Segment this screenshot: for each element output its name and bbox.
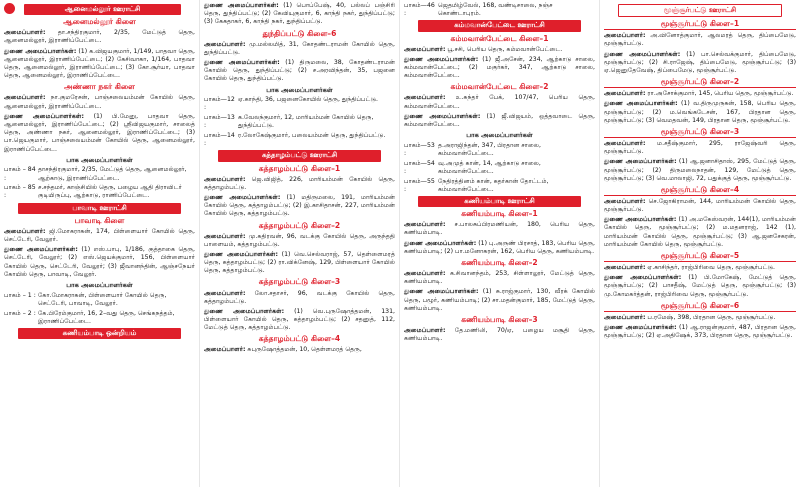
booth-organiser: த.அராஜிந்தன், 347, பிரதான சாலை, கம்மவான்பேட்டை. (438, 141, 541, 158)
booth-organisers-heading: பாக அமைப்பாளர்கள் (466, 131, 533, 140)
role-label: அமைப்பாளர்: (604, 32, 646, 40)
panchayat-heading: கணியம்பாடி ஊராட்சி (418, 196, 581, 207)
member-entry (204, 59, 395, 84)
booth-row (204, 96, 395, 112)
section-block (4, 82, 195, 200)
member-details: உ.சுந்தர் பேக், 107/47, பெரிய தெரு, கம்மவான்பேட்டை. (404, 94, 595, 110)
booth-number: பாகம் – 2 : (4, 309, 36, 317)
role-label: அமைப்பாளர்: (604, 139, 646, 147)
booth-number: பாகம்—13 : (204, 114, 235, 130)
member-entry (4, 228, 195, 244)
section-block (204, 277, 395, 332)
role-label: அமைப்பாளர்: (404, 326, 446, 334)
role-label: அமைப்பாளர்: (204, 346, 246, 354)
branch-heading: துந்திப்பட்டு கிளை–6 (262, 28, 337, 38)
member-entry (404, 94, 595, 110)
booth-number: பாகம்—46 : (404, 2, 435, 18)
space (445, 327, 454, 334)
section-block (204, 150, 395, 218)
role-label: துணை அமைப்பாளர்கள்: (204, 2, 279, 9)
booth-organiser: க.வேலந்குமார், 12, மாரியம்மன் கோயில் தெரு, துந்திப்பட்டு. (238, 114, 374, 130)
member-details: (1) ஜீ.அசேன், 234, ஆற்காடு சாலை, கம்மவான்பேட்டை; (2) மகுர்கர், 347, ஆற்காடு சாலை, கம்மவான்பேட்டை. (404, 55, 596, 80)
member-details: மு.கதிரவன், 96, வடக்கு கோயில் தெரு, அருந்ததி பாளையம், கத்தாழம்பட்டு. (204, 232, 395, 248)
member-entry (404, 46, 595, 54)
space (84, 113, 94, 120)
branch-heading: கணியம்பாடி கிளை–2 (461, 257, 538, 267)
member-details: (1) பொப்பேஷ், 40, பல்லப் பஞ்சிரி தெரு, துந்திப்பட்டு; (2) கேவியுகுமார், 6, காந்தி நகர், துந்திப்பட்டு; (3) கேகதாகர், 6, காந்தி நகர், துந்திப்பட்டு. (204, 2, 396, 26)
booth-row (4, 310, 195, 326)
member-entry (404, 240, 595, 256)
branch-heading: மூஞ்சூர்பட்டு கிளை–5 (604, 251, 796, 262)
booth-row (4, 166, 195, 182)
space (645, 140, 657, 147)
member-details: ப.ரமேஷ், 398, பிரதான தெரு, மூஞ்சூர்பட்டு. (647, 313, 776, 321)
booth-row (404, 178, 595, 194)
member-entry (4, 48, 195, 81)
branch-heading: கத்தாழம்பட்டு கிளை–4 (258, 334, 341, 344)
booth-organiser: கோ.மோகராகன், பிள்ளையார் கோயில் தெரு, செட்டேரி, பாவாடி, வேலூர். (38, 291, 167, 307)
booth-organiser: நேதிரத்தினம் கான், கதர்கான் தோட்டம், கம்மவான்பேட்டை. (438, 177, 549, 193)
member-details: லோ.சதாசர், 96, வடக்கு கோயில் தெரு, கத்தாழம்பட்டு. (204, 289, 395, 305)
role-label: அமைப்பாளர்: (404, 94, 446, 102)
booth-organiser: கே.பிரேம்குமார், 16, 2–வது தெரு, செங்கநத்தம், இராணிப்பேட்டை. (38, 309, 175, 325)
role-label: துணை அமைப்பாளர்கள்: (204, 250, 278, 258)
member-details: சுபுருஷோத்தமன், 10, தெள்ளமரத் தெரு, (247, 346, 362, 354)
branch-heading: கத்தாழம்பட்டு கிளை–2 (258, 220, 341, 230)
section-block (4, 203, 195, 326)
member-entry (204, 2, 395, 27)
role-label: அமைப்பாளர்: (4, 227, 46, 235)
member-details: (1) வெ.புருஷோத்தமன், 131, பிள்ளையார் கோயில் தெரு, கத்தாழம்பட்டு; (2) சதனுத், 112, மேட்டுத் தெரு, கத்தாழம்பட்டு. (204, 307, 396, 332)
role-label: அமைப்பாளர்: (4, 29, 46, 37)
role-label: அமைப்பாளர்: (404, 45, 446, 53)
booth-row (204, 132, 395, 148)
booth-row (4, 292, 195, 308)
member-details: ரா.அசோக்குமார், 145, பெரிய தெரு, மூஞ்சூர்பட்டு. (647, 90, 794, 98)
member-details: (1) மதிருமலை, 191, மாரியம்மன் கோயில் தெரு, கத்தாழம்பட்டு; (2) இ.காசிதாசன், 227, மாரியம்மன் கோயில் தெரு, கத்தாழம்பட்டு. (204, 193, 395, 218)
section-block (604, 301, 796, 341)
booth-number: பாகம்—54 : (404, 159, 435, 175)
branch-heading: மூஞ்சூர்பட்டு கிளை–6 (604, 301, 796, 312)
role-label: அமைப்பாளர்: (204, 175, 246, 183)
booth-row (404, 2, 595, 18)
section-block (404, 196, 595, 256)
member-details: (1) வெ.செல்வராஜ், 57, தெள்ளைமரத் தெரு, கத்தாழம்பட்டு; (2) ரா.விக்னேஷ், 129, பிள்ளையார் கோயில் தெரு, கத்தாழம்பட்டு. (204, 250, 396, 275)
branch-heading: கணியம்பாடி கிளை–1 (461, 209, 538, 219)
booth-organiser: ஏ.காந்தி, 36, பஜனைகோயில் தெரு, துந்திப்பட்டு. (238, 96, 378, 104)
section-block (204, 221, 395, 276)
role-label: அமைப்பாளர்: (604, 264, 646, 272)
branch-heading: பாவாடி கிளை (74, 215, 125, 225)
panchayat-heading: கத்தாழம்பட்டு ஊராட்சி (218, 150, 381, 161)
role-label: துணை அமைப்பாளர்கள்: (404, 55, 479, 63)
section-block (604, 4, 796, 75)
section-block (4, 4, 195, 80)
member-details: (1) பு.அருண் பிரசாத், 183, பெரிய தெரு, கணியம்பாடி; (2) பா.மனோகரன், 162, பெரிய தெரு, கணியம்பாடி. (404, 239, 596, 255)
role-label: அமைப்பாளர்: (204, 40, 246, 48)
member-entry (204, 194, 395, 219)
booth-number: பாகம்—55 : (404, 177, 435, 193)
member-details: செ.ஜோகிராமன், 144, மாரியம்மன் கோயில் தெரு, மூஞ்சூர்பட்டு. (604, 197, 796, 214)
member-entry (604, 140, 796, 156)
role-label: துணை அமைப்பாளர்கள்: (4, 47, 77, 55)
role-label: துணை அமைப்பாளர்கள்: (404, 112, 481, 120)
role-label: அமைப்பாளர்: (204, 289, 246, 297)
member-entry (404, 327, 595, 343)
member-details: (1) ஆ.ஜனாசிதாஸ், 295, மேட்டுத் தெரு, மூஞ்சூர்பட்டு; (2) திருமலைநாதன், 129, மேட்டுத் தெரு, மூஞ்சூர்பட்டு; (3) வெ.மாலாஜி, 72, பதுக்குத் தெரு, மூஞ்சூர்பட்டு. (604, 158, 797, 182)
member-entry (604, 90, 796, 98)
member-entry (604, 314, 796, 322)
member-entry (604, 100, 796, 125)
section-block (4, 328, 195, 339)
booth-organiser: ஜெதமிழ்வேல், 168, வண்டிசாலை, நஞ்ச கொண்டாபுரம். (438, 2, 553, 18)
role-label: துணை அமைப்பாளர்கள்: (604, 50, 681, 58)
booth-row (404, 160, 595, 176)
member-entry (404, 113, 595, 129)
branch-heading: அண்ணா நகர் கிளை (64, 82, 135, 92)
panchayat-heading: ஆனைமல்லூர் ஊராட்சி (24, 4, 181, 15)
member-entry (204, 251, 395, 276)
member-details: (1) பி.மோகேஷ், மேட்டுத் தெரு, மூஞ்சூர்பட்டு; (2) பாசதீஷ், மேட்டுத் தெரு, மூஞ்சூர்பட்டு; (3) மு.கோமகர்த்தன், ராஜ்பிரிவை தெரு, மூஞ்சூர்பட்டு. (604, 274, 797, 298)
member-details: பூ.சசி, பெரிய தெரு, கம்மவான்பேட்டை. (447, 45, 563, 53)
panchayat-heading: மூஞ்சூர்பட்டு ஊராட்சி (618, 4, 782, 17)
role-label: அமைப்பாளர்: (204, 232, 246, 240)
section-block (204, 29, 395, 149)
column-3 (400, 0, 600, 487)
member-entry (604, 198, 796, 214)
column-2 (200, 0, 400, 487)
member-details: ஜி.மோகராகன், 174, பிள்ளையார் கோயில் தெரு, செட்டேரி, வேலூர். (4, 227, 196, 244)
role-label: துணை அமைப்பாளர்கள்: (204, 193, 281, 201)
member-details: (1) எஸ்.பாபு, 1/186, குத்தாகை தெரு, செட்டேரி, வேலூர்; (2) எஸ்.ஜெயக்குமார், 156, பிள்ளையார் கோயில் தெரு, செட்டேரி, வேலூர்; (3) ஜீவானந்தின், ஆஞ்சநேயர் கோயில் தெரு, பாவாடி, வேலூர். (4, 246, 196, 278)
member-entry (604, 51, 796, 76)
section-block (404, 2, 595, 18)
member-details: (1) ஜீ.விஜயம், ஒத்தவாடை தெரு, கம்மவான்பேட்டை. (404, 112, 596, 128)
booth-row (4, 184, 195, 200)
section-block (404, 258, 595, 313)
member-entry (4, 29, 195, 45)
member-entry (204, 346, 395, 354)
booth-organiser: வு.அமுத் கான், 14, ஆற்காடு சாலை, கம்மவான்பேட்டை. (438, 159, 541, 175)
role-label: துணை அமைப்பாளர்கள்: (4, 246, 78, 254)
member-entry (204, 233, 395, 249)
role-label: துணை அமைப்பாளர்கள்: (604, 324, 677, 332)
member-details: (1) அ.மகேஸ்வரன், 144(1), மாரியம்மன் கோயில் தெரு, மூஞ்சூர்பட்டு; (2) ம.மதனராஜ், 142 (1), மாரியம்மன் கோயில் தெரு, மூஞ்சூர்பட்டு; (3) ஆ.ஜனசேகரன், மாரியம்மன் கோயில் தெரு, மூஞ்சூர்பட்டு. (604, 216, 797, 248)
branch-heading: கத்தாழம்பட்டு கிளை–1 (258, 163, 341, 173)
booth-organiser: ர.லோகேஷ்குமார், பலையம்மன் தெரு, துந்திப்பட்டு. (238, 131, 386, 139)
branch-heading: மூஞ்சூர்பட்டு கிளை–4 (604, 185, 796, 196)
space (45, 29, 57, 36)
member-entry (604, 264, 796, 272)
member-details: ஏ.காசிந்தர், ராஜ்பிரிவை தெரு, மூஞ்சூர்பட்டு. (647, 264, 776, 272)
section-block (404, 315, 595, 343)
member-entry (204, 176, 395, 192)
member-details: (1) வ.திருமுருகன், 158, பெரிய தெரு, மூஞ்சூர்பட்டு; (2) ம.வெங்கடேசன், 167, பிரதான தெரு, மூஞ்சூர்பட்டு; (3) வெமதவன், 149, பிரதான தெரு, மூஞ்சூர்பட்டு. (604, 100, 796, 124)
role-label: அமைப்பாளர்: (404, 269, 446, 277)
panchayat-heading: கம்மவான்பேட்டை ஊராட்சி (418, 20, 581, 31)
member-entry (4, 94, 195, 110)
member-entry (404, 221, 595, 237)
member-entry (604, 274, 796, 299)
role-label: துணை அமைப்பாளர்கள்: (204, 307, 285, 315)
booth-organiser: ச.சந்தமர், காஞ்சியில் தெரு, பழைய ஆதி திராவிடர் குடியிருப்பு, ஆற்காடு, ராணிப்பேட்டை. (38, 184, 182, 200)
role-label: துணை அமைப்பாளர்கள்: (4, 112, 84, 120)
member-entry (604, 32, 796, 48)
member-details: (1) ஆ.ராஜன்குமார், 487, பிரதான தெரு, மூஞ்சூர்பட்டு; (2) ஏ.அதிஷேக், 373, பிரதான தெரு, மூஞ்சூர்பட்டு. (604, 324, 797, 340)
booth-row (404, 142, 595, 158)
member-details: மு.மல்லமித், 31, கோதண்டராமன் கோயில் தெரு, துந்திப்பட்டு. (204, 40, 395, 56)
member-entry (604, 158, 796, 183)
role-label: அமைப்பாளர்: (604, 313, 646, 321)
role-label: துணை அமைப்பாளர்கள்: (604, 158, 677, 166)
role-label: துணை அமைப்பாளர்கள்: (404, 239, 477, 247)
section-block (604, 251, 796, 299)
column-1 (0, 0, 200, 487)
role-label: துணை அமைப்பாளர்கள்: (404, 288, 479, 296)
space (445, 221, 454, 228)
member-details: (1) க.விஜயகுமார், 1/149, பாதவா தெரு, ஆனைமல்லூர், இராணிப்பேட்டை; (2) கேசிவாகா, 1/164, பாதவா தெரு, ஆனைமல்லூர், இராணிப்பேட்டை; (3) கோ.சூர்யா, பாதவா தெரு, ஆனைமல்லூர், இராணிப்பேட்டை. (4, 47, 196, 80)
panchayat-heading: கணியம்பாடி ஒன்றியம் (18, 328, 181, 339)
role-label: துணை அமைப்பாளர்கள்: (204, 58, 280, 66)
member-details: க.சிவானந்தம், 253, சிள்ளாலூர், மேட்டுத் தெரு, கணியம்பாடி. (404, 269, 595, 286)
member-entry (204, 41, 395, 57)
member-entry (204, 290, 395, 306)
member-entry (404, 56, 595, 81)
member-details: தா.சந்திரகுமார், 2/35, மேட்டுத் தெரு, ஆனைமல்லூர், இராணிப்பேட்டை. (4, 29, 195, 45)
space (245, 290, 254, 297)
member-entry (204, 308, 395, 333)
branch-heading: கணியம்பாடி கிளை–3 (461, 314, 538, 324)
member-entry (404, 288, 595, 313)
space (284, 308, 294, 315)
booth-number: பாகம்—12 : (204, 96, 235, 112)
member-entry (604, 324, 796, 340)
section-block (204, 334, 395, 354)
branch-heading: கம்மவான்பேட்டை கிளை–1 (450, 33, 549, 43)
member-details: (1) சு.ராஜ்குமார், 130, வீரக் கோயில் தெரு, பழூர், கணியம்பாடி; (2) சா.மதன்குமார், 185, மேட்டுத் தெரு, கணியம்பாடி. (404, 288, 595, 312)
member-details: நா.குமரேசன், பாஞ்சலையம்மன் கோயில் தெரு, ஆனைமல்லூர், இராணிப்பேட்டை. (4, 94, 195, 110)
booth-number: பாகம்—53 : (404, 141, 435, 158)
section-block (604, 77, 796, 125)
section-block (604, 185, 796, 249)
member-entry (4, 246, 195, 279)
section-block (404, 82, 595, 194)
column-4 (600, 0, 800, 487)
role-label: துணை அமைப்பாளர்கள்: (604, 216, 677, 224)
member-details: ஜெ.விஜித், 226, மாரியம்மன் கோயில் தெரு, கத்தாழம்பட்டு. (204, 175, 396, 191)
branch-heading: கத்தாழம்பட்டு கிளை–3 (258, 277, 341, 287)
booth-number: பாகம் – 1 : (4, 291, 36, 299)
member-details: தே.மணிலி, 70/ஏ, பழைய மசூதி தெரு, கணியம்பாடி. (404, 326, 595, 343)
booth-organisers-heading: பாக அமைப்பாளர்கள் (66, 281, 133, 290)
role-label: அமைப்பாளர்: (604, 197, 646, 205)
section-block (204, 2, 395, 27)
branch-heading: மூஞ்சூர்பட்டு கிளை–1 (604, 19, 796, 30)
role-label: அமைப்பாளர்: (404, 221, 446, 229)
member-details: ம.சதீஷ்குமார், 295, ராஜேஷ்வரி தெரு, மூஞ்சூர்பட்டு. (604, 139, 796, 156)
member-entry (4, 113, 195, 154)
member-entry (604, 216, 796, 249)
space (445, 94, 455, 101)
booth-organisers-heading: பாக அமைப்பாளர்கள் (66, 155, 133, 164)
member-details: அ.வினோத்குமார், ஆலமரத் தெரு, திப்பைமேடு, மூஞ்சூர்பட்டு. (604, 32, 796, 48)
member-details: (1) பா.செல்வக்குமார், திப்பைமேடு, மூஞ்சூர்பட்டு; (2) சி.ராஜேஷ், திப்பைமேடு, மூஞ்சூர்பட்டு; (3) ஏ.ஜெனுதேவேஷ், திப்பைமேடு, மூஞ்சூர்பட்டு. (604, 50, 797, 74)
booth-number: பாகம் – 84 : (4, 166, 36, 182)
booth-number: பாகம் – 85 : (4, 184, 36, 200)
role-label: அமைப்பாளர்: (4, 94, 46, 102)
booth-organiser: தாசந்திரகுமார், 2/35, மேட்டுத் தெரு, ஆனைமல்லூர், ஆற்காடு, இராணிப்பேட்டை. (38, 166, 187, 182)
member-details: (1) திருமலை, 38, கோதண்டராமன் கோயில் தெரு, துந்திப்பட்டு; (2) ச.அரவிந்தன், 35, பஜனை கோயில் தெரு, துந்திப்பட்டு. (204, 58, 395, 83)
booth-number: பாகம்—14 : (204, 131, 235, 148)
role-label: துணை அமைப்பாளர்கள்: (604, 100, 678, 108)
member-entry (404, 270, 595, 286)
panchayat-heading: பாவாடி ஊராட்சி (18, 203, 181, 214)
member-details: ச.பாலசுப்பிரமணியன், 180, பெரிய தெரு, கணியம்பாடி. (404, 221, 595, 237)
section-block (604, 127, 796, 183)
member-details: (1) பி.மேனு, பாதவா தெரு, ஆனைமல்லூர், இராணிப்பேட்டை; (2) ஸ்ரீவிஜயகுமார், சாலைத் தெரு, அண்ணா நகர், ஆனைமல்லூர், இராணிப்பேட்டை; (3) பா.ஜெயகுமார், பாஞ்சலையம்மன் கோயில் தெரு, ஆனைமல்லூர், இராணிப்பேட்டை. (4, 112, 195, 153)
role-label: அமைப்பாளர்: (604, 90, 646, 98)
booth-organisers-heading: பாக அமைப்பாளர்கள் (266, 85, 333, 94)
role-label: துணை அமைப்பாளர்கள்: (604, 274, 682, 282)
branch-heading: கம்மவான்பேட்டை கிளை–2 (450, 82, 549, 92)
branch-heading: மூஞ்சூர்பட்டு கிளை–3 (604, 127, 796, 138)
branch-heading: ஆனைமல்லூர் கிளை (63, 17, 136, 27)
section-block (404, 20, 595, 80)
branch-heading: மூஞ்சூர்பட்டு கிளை–2 (604, 77, 796, 88)
booth-row (204, 114, 395, 130)
